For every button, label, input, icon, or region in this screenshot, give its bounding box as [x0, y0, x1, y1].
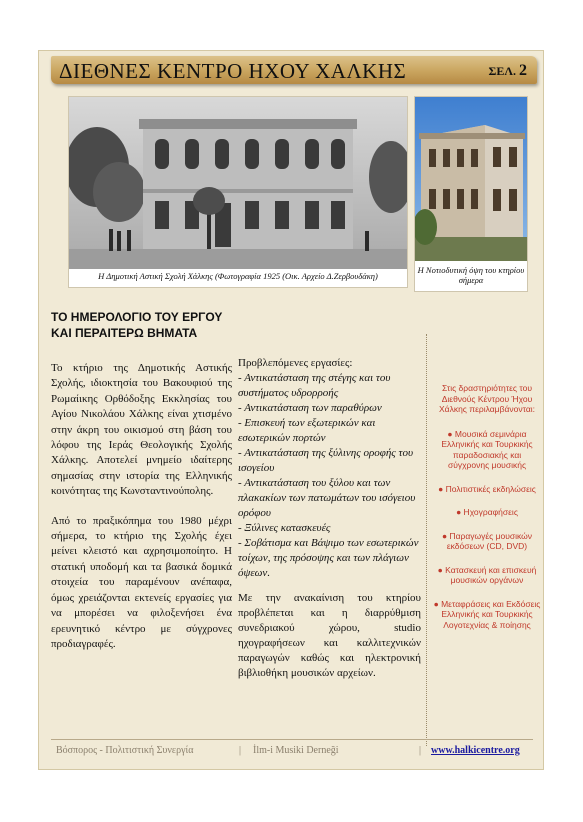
history-column [51, 361, 232, 652]
footer-partner-ilm: İlm-i Musiki Derneği [253, 745, 339, 756]
page-label: ΣΕΛ. [488, 64, 516, 78]
page-number: 2 [519, 62, 527, 79]
works-intro: Προβλεπόμενες εργασίες: [238, 357, 353, 369]
historic-school-photo-image [69, 97, 407, 269]
section-heading-line1: ΤΟ ΗΜΕΡΟΛΟΓΙΟ ΤΟΥ ΕΡΓΟΥ [51, 310, 223, 324]
page [38, 50, 544, 770]
works-task: - Ξύλινες κατασκευές [238, 522, 331, 534]
works-closing-paragraph: Με την ανακαίνιση του κτηρίου προβλέπεται και η διαρρύθμιση συνεδριακού χώρου, studio ηχογραφήσεων και καλλιτεχνικών παραγωγών καθώς και ηλεκτρονική βιβλιοθήκη μουσικών αρχείων. [238, 592, 421, 679]
footer-separator: | [419, 745, 422, 756]
historic-photo [68, 96, 408, 288]
activity-item: ● Παραγωγές μουσικών εκδόσεων (CD, DVD) [441, 530, 533, 551]
activity-item: ● Μεταφράσεις και Εκδόσεις Ελληνικής και Τουρκικής Λογοτεχνίας & ποίησης [433, 598, 541, 630]
footer-rule [51, 739, 533, 740]
works-task: - Αντικατάσταση του ξύλου και των πλακακίων των πατωμάτων του ισόγειου ορόφου [238, 477, 416, 519]
activity-item: ● Κατασκευή και επισκευή μουσικών οργάνων [437, 564, 537, 585]
header-banner [51, 56, 537, 84]
footer-separator: | [239, 745, 242, 756]
column-divider [426, 334, 427, 746]
history-paragraph-2: Από το πραξικόπημα του 1980 μέχρι σήμερα, το κτήριο της Σχολής έχει μείνει κλειστό και αχρησιμοποίητο. Η στατική υποδομή και τα βασικά δομικά στοιχεία του παραμένουν ανέπαφα, όμως χρειάζονται εκτενείς εργασίες για να μπορέσει να φιλοξενήσει ένα ερευνητικό κέντρο με σύγχρονες προδιαγραφές. [51, 514, 232, 650]
works-task: - Αντικατάσταση της ξύλινης οροφής του ισογείου [238, 447, 413, 474]
page-indicator [489, 62, 527, 80]
works-task: - Επισκευή των εξωτερικών και εσωτερικών πορτών [238, 417, 376, 444]
section-heading [51, 309, 222, 341]
activities-sidebar [433, 383, 541, 643]
activity-item: ● Πολιτιστικές εκδηλώσεις [438, 483, 536, 494]
history-paragraph-1: Το κτήριο της Δημοτικής Αστικής Σχολής, ιδιοκτησία του Βακουφιού της Ρωμαίικης Ορθόδοξης Εκκλησίας του Αγίου Νικολάου Χάλκης είναι χτισμένο στην άκρη του οικισμού στη βάση του λόφου της Ιεράς Θεολογικής Σχολής Χάλκης. Αποτελεί μνημείο ιδαίτερης σημασίας στην ιστορία της Ελληνικής κοινότητας της Κωνσταντινούπολης. [51, 362, 232, 498]
section-heading-line2: ΚΑΙ ΠΕΡΑΙΤΕΡΩ ΒΗΜΑΤΑ [51, 326, 198, 340]
current-building-photo-image [415, 97, 527, 261]
works-task: - Αντικατάσταση των παραθύρων [238, 402, 382, 414]
historic-photo-caption: Η Δημοτική Αστική Σχολή Χάλκης (Φωτογραφία 1925 (Οικ. Αρχείο Δ.Ζερβουδάκη) [98, 271, 378, 281]
activities-intro: Στις δραστηριότητες του Διεθνούς Κέντρου Ήχου Χάλκης περιλαμβάνονται: [438, 383, 535, 414]
footer-partner-bosporos: Βόσπορος - Πολιτιστική Συνεργία [56, 745, 194, 756]
works-task: - Αντικατάσταση της στέγης και του συστήματος υδρορροής [238, 372, 391, 399]
current-photo-caption: Η Νοτιοδυτική όψη του κτηρίου σήμερα [417, 265, 525, 285]
works-task: - Σοβάτισμα και Βάψιμο των εσωτερικών τοίχων, της πρόσοψης και των πλάγιων όψεων. [238, 537, 419, 579]
activity-item: ● Ηχογραφήσεις [456, 507, 518, 517]
newsletter-title: ΔΙΕΘΝΕΣ ΚΕΝΤΡΟ ΗΧΟΥ ΧΑΛΚΗΣ [59, 59, 407, 83]
works-column [238, 356, 421, 681]
activity-item: ● Μουσικά σεμινάρια Ελληνικής και Τουρκικής παραδοσιακής και σύγχρονης μουσικής [441, 428, 533, 470]
website-link[interactable]: www.halkicentre.org [431, 745, 520, 756]
current-photo [414, 96, 528, 292]
